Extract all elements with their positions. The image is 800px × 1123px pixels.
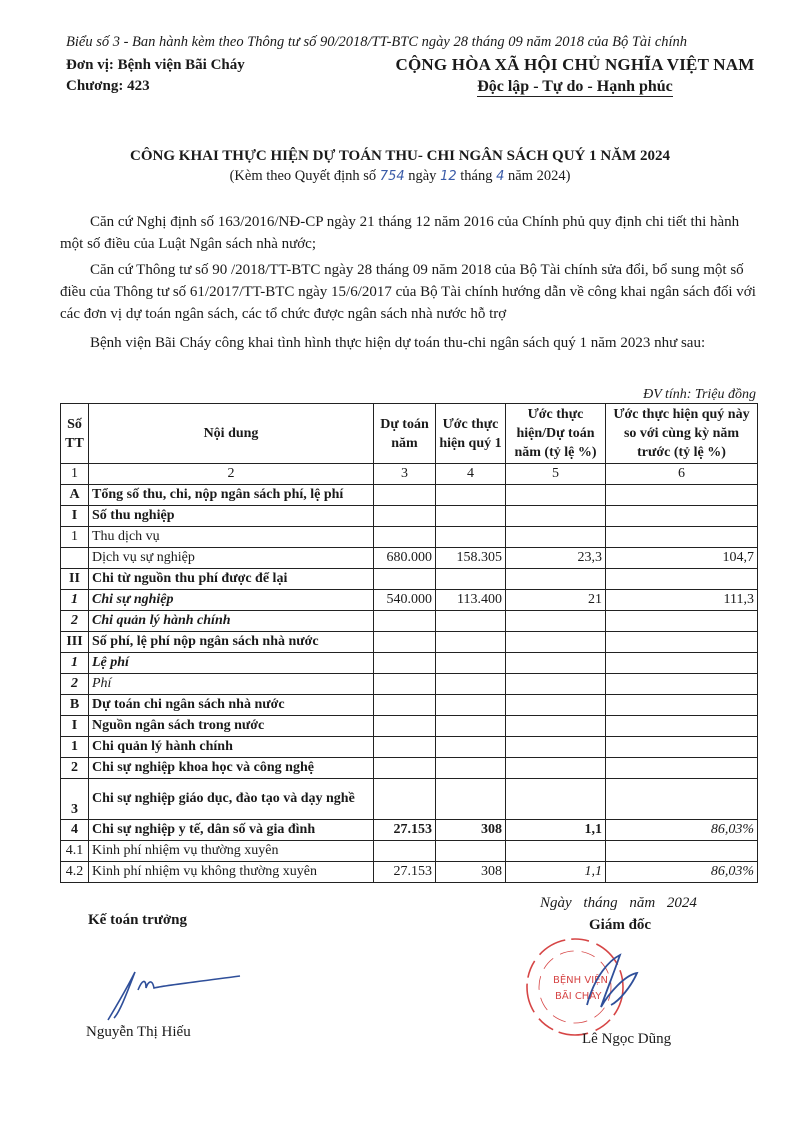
row-estimate: 27.153	[374, 820, 436, 841]
row-estimate: 680.000	[374, 548, 436, 569]
row-content: Chi sự nghiệp giáo dục, đào tạo và dạy nghề	[89, 779, 374, 820]
row-content: Chi từ nguồn thu phí được để lại	[89, 569, 374, 590]
row-stt	[61, 548, 89, 569]
col-number: 1	[61, 464, 89, 485]
row-ratio	[506, 737, 606, 758]
table-row	[61, 737, 758, 758]
row-stt: 2	[61, 758, 89, 779]
row-q1	[436, 779, 506, 820]
row-stt: 3	[61, 779, 89, 820]
subtitle-prefix: (Kèm theo Quyết định số	[229, 168, 377, 184]
table-row	[61, 590, 758, 611]
row-estimate: 27.153	[374, 862, 436, 883]
row-content: Nguồn ngân sách trong nước	[89, 716, 374, 737]
row-yoy	[606, 527, 758, 548]
table-row	[61, 611, 758, 632]
col-number: 5	[506, 464, 606, 485]
row-content: Chi quản lý hành chính	[89, 611, 374, 632]
page-title: CÔNG KHAI THỰC HIỆN DỰ TOÁN THU- CHI NGÂN SÁCH QUÝ 1 NĂM 2024	[130, 148, 670, 164]
row-estimate	[374, 485, 436, 506]
paragraph-legal-basis-1: Căn cứ Nghị định số 163/2016/NĐ-CP ngày 21 tháng 12 năm 2016 của Chính phủ quy định chi tiết thi hành một số điều của Luật Ngân sách nhà nước;	[60, 214, 740, 252]
unit-note: ĐV tính: Triệu đồng	[643, 387, 756, 402]
table-row	[61, 841, 758, 862]
accountant-name: Nguyễn Thị Hiếu	[86, 1024, 191, 1040]
header-stt: Số TT	[61, 404, 89, 464]
row-content: Tổng số thu, chi, nộp ngân sách phí, lệ phí	[89, 485, 374, 506]
table-row	[61, 506, 758, 527]
table-row	[61, 758, 758, 779]
table-row	[61, 548, 758, 569]
row-ratio: 23,3	[506, 548, 606, 569]
row-estimate	[374, 527, 436, 548]
row-content: Chi sự nghiệp	[89, 590, 374, 611]
nation-title: CỘNG HÒA XÃ HỘI CHỦ NGHĨA VIỆT NAM	[395, 55, 755, 74]
row-q1	[436, 737, 506, 758]
row-yoy	[606, 779, 758, 820]
row-q1	[436, 674, 506, 695]
row-estimate	[374, 632, 436, 653]
subtitle-day-label: ngày	[408, 168, 437, 184]
row-estimate	[374, 674, 436, 695]
row-stt: 4	[61, 820, 89, 841]
row-stt: 1	[61, 737, 89, 758]
row-stt: 4.2	[61, 862, 89, 883]
table-row	[61, 716, 758, 737]
row-q1	[436, 716, 506, 737]
row-content: Dịch vụ sự nghiệp	[89, 548, 374, 569]
row-yoy	[606, 841, 758, 862]
national-heading	[390, 55, 760, 96]
budget-table	[60, 403, 758, 883]
row-q1	[436, 841, 506, 862]
row-estimate	[374, 611, 436, 632]
row-content: Chi quản lý hành chính	[89, 737, 374, 758]
col-number: 6	[606, 464, 758, 485]
row-stt: I	[61, 716, 89, 737]
row-ratio	[506, 506, 606, 527]
row-ratio	[506, 569, 606, 590]
unit-line: Đơn vị: Bệnh viện Bãi Cháy	[66, 57, 245, 73]
row-ratio	[506, 841, 606, 862]
row-estimate	[374, 653, 436, 674]
row-q1: 158.305	[436, 548, 506, 569]
table-row	[61, 695, 758, 716]
row-content: Thu dịch vụ	[89, 527, 374, 548]
row-ratio	[506, 779, 606, 820]
col-number: 4	[436, 464, 506, 485]
row-stt: 1	[61, 527, 89, 548]
row-q1	[436, 758, 506, 779]
subtitle-suffix: năm 2024)	[507, 168, 571, 184]
row-yoy	[606, 632, 758, 653]
row-stt: A	[61, 485, 89, 506]
row-ratio: 21	[506, 590, 606, 611]
row-content: Số phí, lệ phí nộp ngân sách nhà nước	[89, 632, 374, 653]
row-ratio	[506, 758, 606, 779]
row-estimate	[374, 569, 436, 590]
row-content: Số thu nghiệp	[89, 506, 374, 527]
row-content: Dự toán chi ngân sách nhà nước	[89, 695, 374, 716]
row-yoy	[606, 611, 758, 632]
row-stt: B	[61, 695, 89, 716]
header-yoy: Ước thực hiện quý này so với cùng kỳ năm trước (tỷ lệ %)	[606, 404, 758, 464]
row-yoy	[606, 485, 758, 506]
row-stt: 2	[61, 674, 89, 695]
row-estimate	[374, 758, 436, 779]
row-q1	[436, 527, 506, 548]
row-content: Phí	[89, 674, 374, 695]
row-yoy: 104,7	[606, 548, 758, 569]
table-row	[61, 569, 758, 590]
row-content: Kinh phí nhiệm vụ không thường xuyên	[89, 862, 374, 883]
row-q1: 113.400	[436, 590, 506, 611]
decision-number: 754	[379, 169, 405, 184]
accountant-signature	[80, 960, 270, 1030]
col-number: 2	[89, 464, 374, 485]
table-row	[61, 779, 758, 820]
row-ratio	[506, 716, 606, 737]
row-yoy	[606, 674, 758, 695]
row-ratio	[506, 485, 606, 506]
form-note: Biểu số 3 - Ban hành kèm theo Thông tư số 90/2018/TT-BTC ngày 28 tháng 09 năm 2018 của Bộ Tài chính	[66, 34, 688, 50]
stamp-text-line-2: BÃI CHÁY	[555, 991, 602, 1002]
header-ratio: Ước thực hiện/Dự toán năm (tỷ lệ %)	[506, 404, 606, 464]
row-yoy	[606, 653, 758, 674]
decision-day: 12	[440, 169, 457, 184]
row-ratio: 1,1	[506, 862, 606, 883]
row-ratio	[506, 527, 606, 548]
paragraph-legal-basis-2: Căn cứ Thông tư số 90 /2018/TT-BTC ngày 28 tháng 09 năm 2018 của Bộ Tài chính sửa đổi, bổ sung một số điều của Thông tư số 61/2017/TT-BTC ngày 15/6/2017 của Bộ Tài chính hướng dẫn về công khai ngân sách đối với các đơn vị dự toán ngân sách, các tổ chức được ngân sách nhà nước hỗ trợ	[60, 262, 756, 322]
row-ratio	[506, 632, 606, 653]
row-q1	[436, 632, 506, 653]
row-q1	[436, 506, 506, 527]
row-ratio	[506, 695, 606, 716]
row-q1: 308	[436, 820, 506, 841]
row-yoy	[606, 695, 758, 716]
col-number: 3	[374, 464, 436, 485]
row-estimate	[374, 841, 436, 862]
row-q1	[436, 653, 506, 674]
director-title: Giám đốc	[589, 917, 652, 933]
accountant-title: Kế toán trưởng	[88, 912, 187, 928]
decision-month: 4	[496, 169, 505, 184]
row-content: Chi sự nghiệp y tế, dân số và gia đình	[89, 820, 374, 841]
row-q1	[436, 695, 506, 716]
row-stt: 1	[61, 590, 89, 611]
row-estimate: 540.000	[374, 590, 436, 611]
row-yoy: 86,03%	[606, 862, 758, 883]
row-yoy	[606, 758, 758, 779]
motto: Độc lập - Tự do - Hạnh phúc	[477, 78, 673, 95]
row-estimate	[374, 695, 436, 716]
table-row	[61, 527, 758, 548]
row-ratio: 1,1	[506, 820, 606, 841]
row-q1	[436, 611, 506, 632]
header-q1: Ước thực hiện quý 1	[436, 404, 506, 464]
row-stt: I	[61, 506, 89, 527]
row-ratio	[506, 674, 606, 695]
row-stt: 4.1	[61, 841, 89, 862]
row-yoy: 111,3	[606, 590, 758, 611]
row-ratio	[506, 653, 606, 674]
table-row	[61, 485, 758, 506]
row-stt: II	[61, 569, 89, 590]
director-name: Lê Ngọc Dũng	[582, 1031, 672, 1047]
paragraph-intro: Bệnh viện Bãi Cháy công khai tình hình thực hiện dự toán thu-chi ngân sách quý 1 năm 2023 như sau:	[90, 335, 706, 351]
row-yoy	[606, 716, 758, 737]
row-yoy: 86,03%	[606, 820, 758, 841]
page-subtitle	[0, 168, 800, 185]
row-yoy	[606, 737, 758, 758]
row-content: Kinh phí nhiệm vụ thường xuyên	[89, 841, 374, 862]
row-estimate	[374, 779, 436, 820]
signing-date: Ngày tháng năm 2024	[540, 895, 697, 911]
header-content: Nội dung	[89, 404, 374, 464]
organization-block	[66, 55, 245, 97]
table-row	[61, 820, 758, 841]
subtitle-month-label: tháng	[460, 168, 493, 184]
chapter-line: Chương: 423	[66, 78, 150, 94]
row-estimate	[374, 737, 436, 758]
table-row	[61, 862, 758, 883]
row-content: Lệ phí	[89, 653, 374, 674]
table-row	[61, 632, 758, 653]
row-stt: 2	[61, 611, 89, 632]
table-row	[61, 674, 758, 695]
row-q1: 308	[436, 862, 506, 883]
row-stt: 1	[61, 653, 89, 674]
row-ratio	[506, 611, 606, 632]
row-estimate	[374, 506, 436, 527]
stamp-text-line-1: BỆNH VIỆN	[553, 975, 608, 986]
row-yoy	[606, 506, 758, 527]
row-content: Chi sự nghiệp khoa học và công nghệ	[89, 758, 374, 779]
row-yoy	[606, 569, 758, 590]
table-header-row	[61, 404, 758, 464]
row-q1	[436, 485, 506, 506]
header-estimate: Dự toán năm	[374, 404, 436, 464]
row-q1	[436, 569, 506, 590]
column-number-row	[61, 464, 758, 485]
official-stamp	[515, 935, 665, 1045]
table-row	[61, 653, 758, 674]
row-estimate	[374, 716, 436, 737]
row-stt: III	[61, 632, 89, 653]
